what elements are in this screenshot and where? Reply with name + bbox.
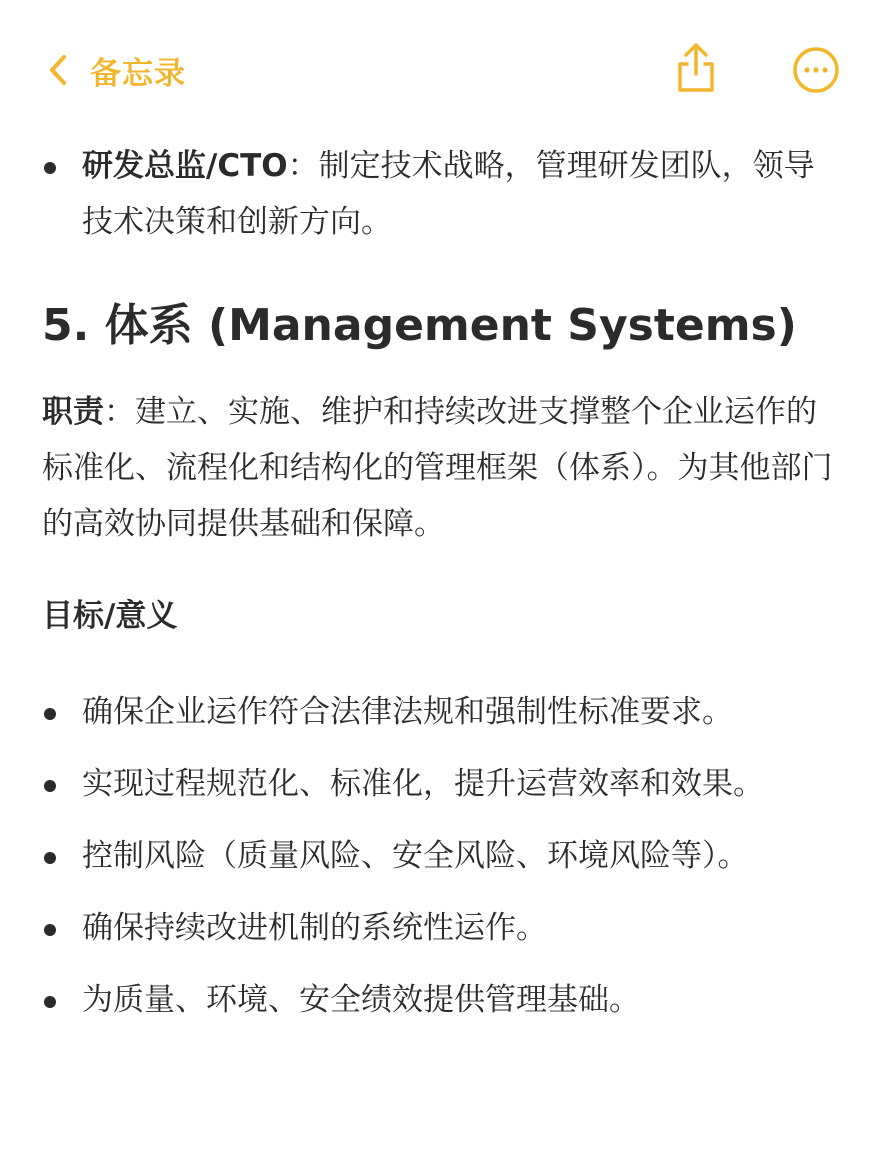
navigation-bar <box>0 0 880 130</box>
bullet-dot <box>44 924 56 936</box>
duty-paragraph <box>42 384 842 552</box>
list-item <box>42 138 842 250</box>
more-button[interactable] <box>792 46 840 94</box>
list-item <box>42 684 842 740</box>
share-button[interactable] <box>672 42 720 94</box>
back-button[interactable] <box>48 48 186 92</box>
list-item <box>42 756 842 812</box>
chevron-left-icon <box>48 54 68 86</box>
goal-text: 为质量、环境、安全绩效提供管理基础。 <box>82 982 640 1018</box>
section-heading: 5. 体系 (Management Systems) <box>42 300 797 351</box>
goal-text: 实现过程规范化、标准化，提升运营效率和效果。 <box>82 766 764 802</box>
goals-list <box>42 684 842 1028</box>
bullet-dot <box>44 162 56 174</box>
bullet-dot <box>44 996 56 1008</box>
goal-text: 确保持续改进机制的系统性运作。 <box>82 910 547 946</box>
back-label: 备忘录 <box>90 55 186 92</box>
bullet-dot <box>44 708 56 720</box>
goal-text: 控制风险（质量风险、安全风险、环境风险等）。 <box>82 838 749 874</box>
list-item <box>42 900 842 956</box>
list-item <box>42 972 842 1028</box>
share-icon <box>672 79 720 98</box>
goals-heading: 目标/意义 <box>42 598 178 634</box>
note-content[interactable] <box>42 138 842 1044</box>
bullet-dot <box>44 780 56 792</box>
duty-text: ：建立、实施、维护和持续改进支撑整个企业运作的标准化、流程化和结构化的管理框架（体系）。为其他部门的高效协同提供基础和保障。 <box>42 394 833 542</box>
list-item <box>42 828 842 884</box>
bullet-dot <box>44 852 56 864</box>
item-text: ：制定技术战略，管理研发团队，领导技术决策和创新方向。 <box>82 148 815 240</box>
goal-text: 确保企业运作符合法律法规和强制性标准要求。 <box>82 694 733 730</box>
more-icon <box>792 79 840 98</box>
item-bold-label: 研发总监/CTO <box>82 148 288 184</box>
duty-label: 职责 <box>42 394 104 430</box>
